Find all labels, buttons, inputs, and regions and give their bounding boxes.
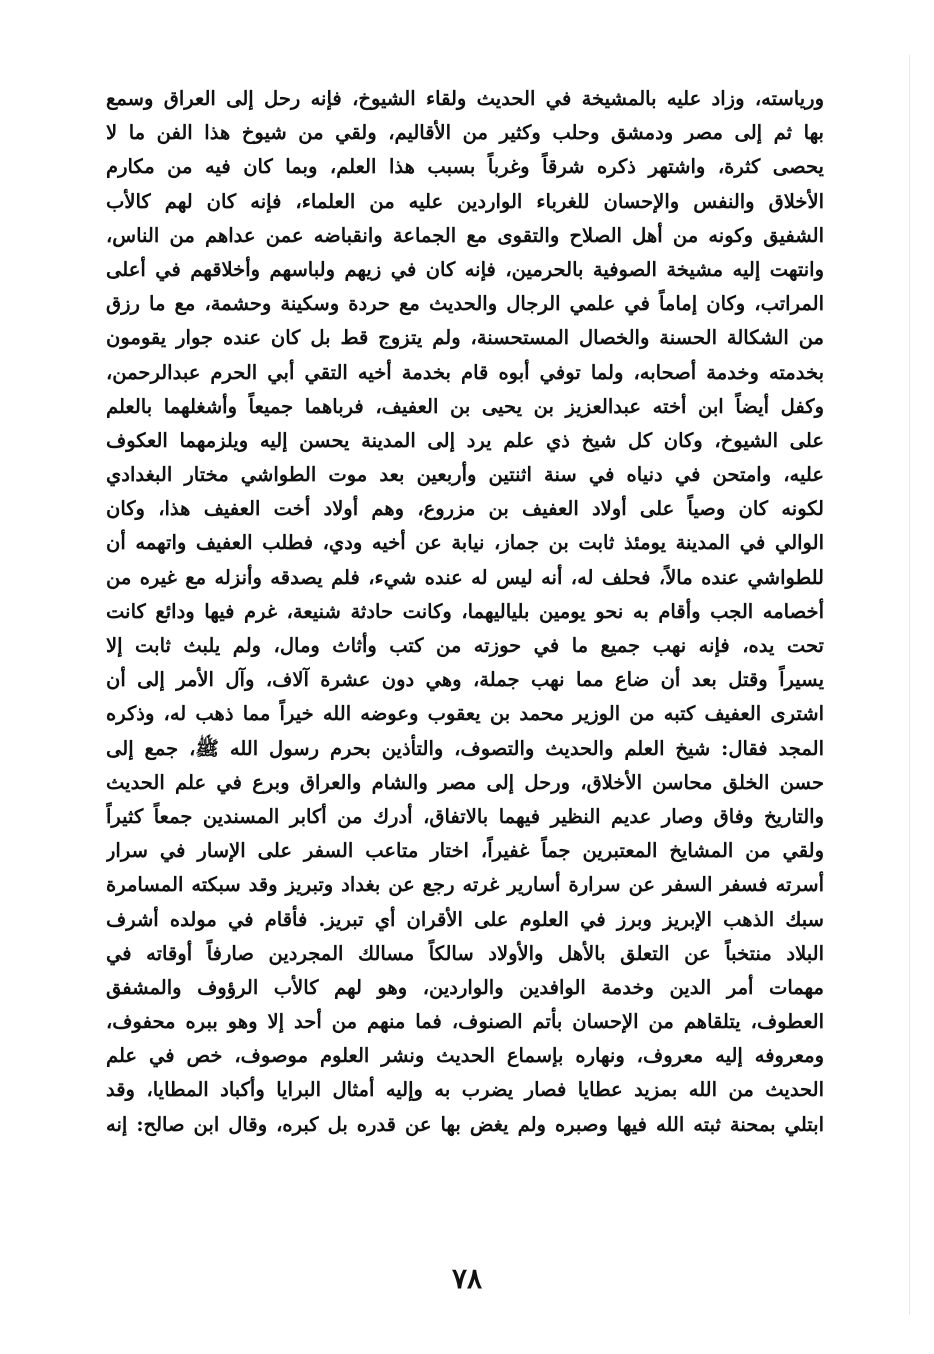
- text-line: الشفيق وكونه من أهل الصلاح والتقوى مع الجماعة وانقباضه عمن عداهم من الناس،: [106, 223, 824, 247]
- text-line: المراتب، وكان إماماً في علمي الرجال والحديث مع حردة وسكينة وحشمة، مع ما رزق: [106, 292, 824, 316]
- text-line: وانتهت إليه مشيخة الصوفية بالحرمين، فإنه كان في زيهم ولباسهم وأخلاقهم في أعلى: [106, 257, 824, 281]
- text-line: العطوف، يتلقاهم من الإحسان بأتم الصنوف، فما منهم من أحد إلا وهو ببره محفوف،: [106, 1010, 824, 1034]
- body-text: [106, 82, 824, 1142]
- text-line: من الشكالة الحسنة والخصال المستحسنة، ولم يتزوج قط بل كان عنده جوار يقومون: [106, 326, 824, 350]
- text-line: الوالي في المدينة يومئذ ثابت بن جماز، نيابة عن أخيه ودي، فطلب العفيف واتهمه أن: [106, 531, 824, 555]
- text-line: المجد فقال: شيخ العلم والحديث والتصوف، والتأذين بحرم رسول الله ﷺ، جمع إلى: [106, 736, 824, 760]
- text-line: اشترى العفيف كتبه من الوزير محمد بن يعقوب وعوضه الله خيراً مما ذهب له، وذكره: [106, 702, 824, 726]
- text-line: لكونه كان وصياً على أولاد العفيف بن مزروع، وهم أولاد أخت العفيف هذا، وكان: [106, 497, 824, 521]
- page-number: ٧٨: [451, 1262, 483, 1295]
- text-line: سبك الذهب الإبريز وبرز في العلوم على الأقران أي تبريز. فأقام في مولده أشرف: [106, 907, 824, 931]
- text-line: الأخلاق والنفس والإحسان للغرباء الواردين عليه من العلماء، فإنه كان لهم كالأب: [106, 189, 824, 213]
- text-line: عليه، وامتحن في دنياه في سنة اثنتين وأربعين بعد موت الطواشي مختار البغدادي: [106, 463, 824, 487]
- text-line: الحديث من الله بمزيد عطايا فصار يضرب به وإليه أمثال البرايا وأكباد المطايا، وقد: [106, 1078, 824, 1102]
- text-line: بها ثم إلى مصر ودمشق وحلب وكثير من الأقاليم، ولقي من شيوخ هذا الفن ما لا: [106, 121, 824, 145]
- page-edge-mark: [909, 55, 910, 1315]
- text-line: يسيراً وقتل بعد أن ضاع مما نهب جملة، وهي دون عشرة آلاف، وآل الأمر إلى أن: [106, 668, 824, 692]
- text-line: ورياسته، وزاد عليه بالمشيخة في الحديث ولقاء الشيوخ، فإنه رحل إلى العراق وسمع: [106, 87, 824, 110]
- text-line: على الشيوخ، وكان كل شيخ ذي علم يرد إلى المدينة يحسن إليه ويلزمهما العكوف: [106, 428, 824, 452]
- text-line: أخصامه الجب وأقام به نحو يومين بلياليهما، وكانت حادثة شنيعة، غرم فيها ودائع كانت: [106, 599, 824, 623]
- text-line: والتاريخ وفاق وصار عديم النظير فيهما بالاتفاق، أدرك من أكابر المسندين جمعاً كثيراً: [106, 804, 824, 828]
- text-line: ومعروفه إليه معروف، ونهاره بإسماع الحديث ونشر العلوم موصوف، خص في علم: [106, 1044, 824, 1068]
- text-line: تحت يده، فإنه نهب جميع ما في حوزته من كتب وأثاث ومال، ولم يلبث ثابت إلا: [106, 634, 824, 657]
- text-line: بخدمته وخدمة أصحابه، ولما توفي أبوه قام بخدمة أخيه التقي أبي الحرم عبدالرحمن،: [106, 360, 824, 384]
- text-line: مهمات أمر الدين وخدمة الوافدين والواردين، وهو لهم كالأب الرؤوف والمشفق: [106, 975, 824, 999]
- text-line: للطواشي عنده مالاً، فحلف له، أنه ليس له عنده شيء، فلم يصدقه وأنزله مع غيره من: [106, 565, 824, 589]
- text-line: ابتلي بمحنة ثبته الله فيها وصبره ولم يغض بها عن قدره بل كبره، وقال ابن صالح: إنه: [106, 1112, 824, 1136]
- text-line: وكفل أيضاً ابن أخته عبدالعزيز بن يحيى بن العفيف، فرباهما جميعاً وأشغلهما بالعلم: [106, 394, 824, 418]
- text-line: حسن الخلق محاسن الأخلاق، ورحل إلى مصر والشام والعراق وبرع في علم الحديث: [106, 770, 824, 794]
- text-line: يحصى كثرة، واشتهر ذكره شرقاً وغرباً بسبب هذا العلم، وبما كان فيه من مكارم: [106, 155, 824, 179]
- text-line: ولقي من المشايخ المعتبرين جماً غفيراً، اختار متاعب السفر على الإسار في سرار: [106, 839, 824, 863]
- text-line: أسرته فسفر السفر عن سرارة أسارير غرته رجع عن بغداد وتبريز وقد سبكته المسامرة: [106, 873, 824, 897]
- text-line: البلاد منتخباً عن التعلق بالأهل والأولاد سالكاً مسالك المجردين صارفاً أوقاته في: [106, 941, 824, 965]
